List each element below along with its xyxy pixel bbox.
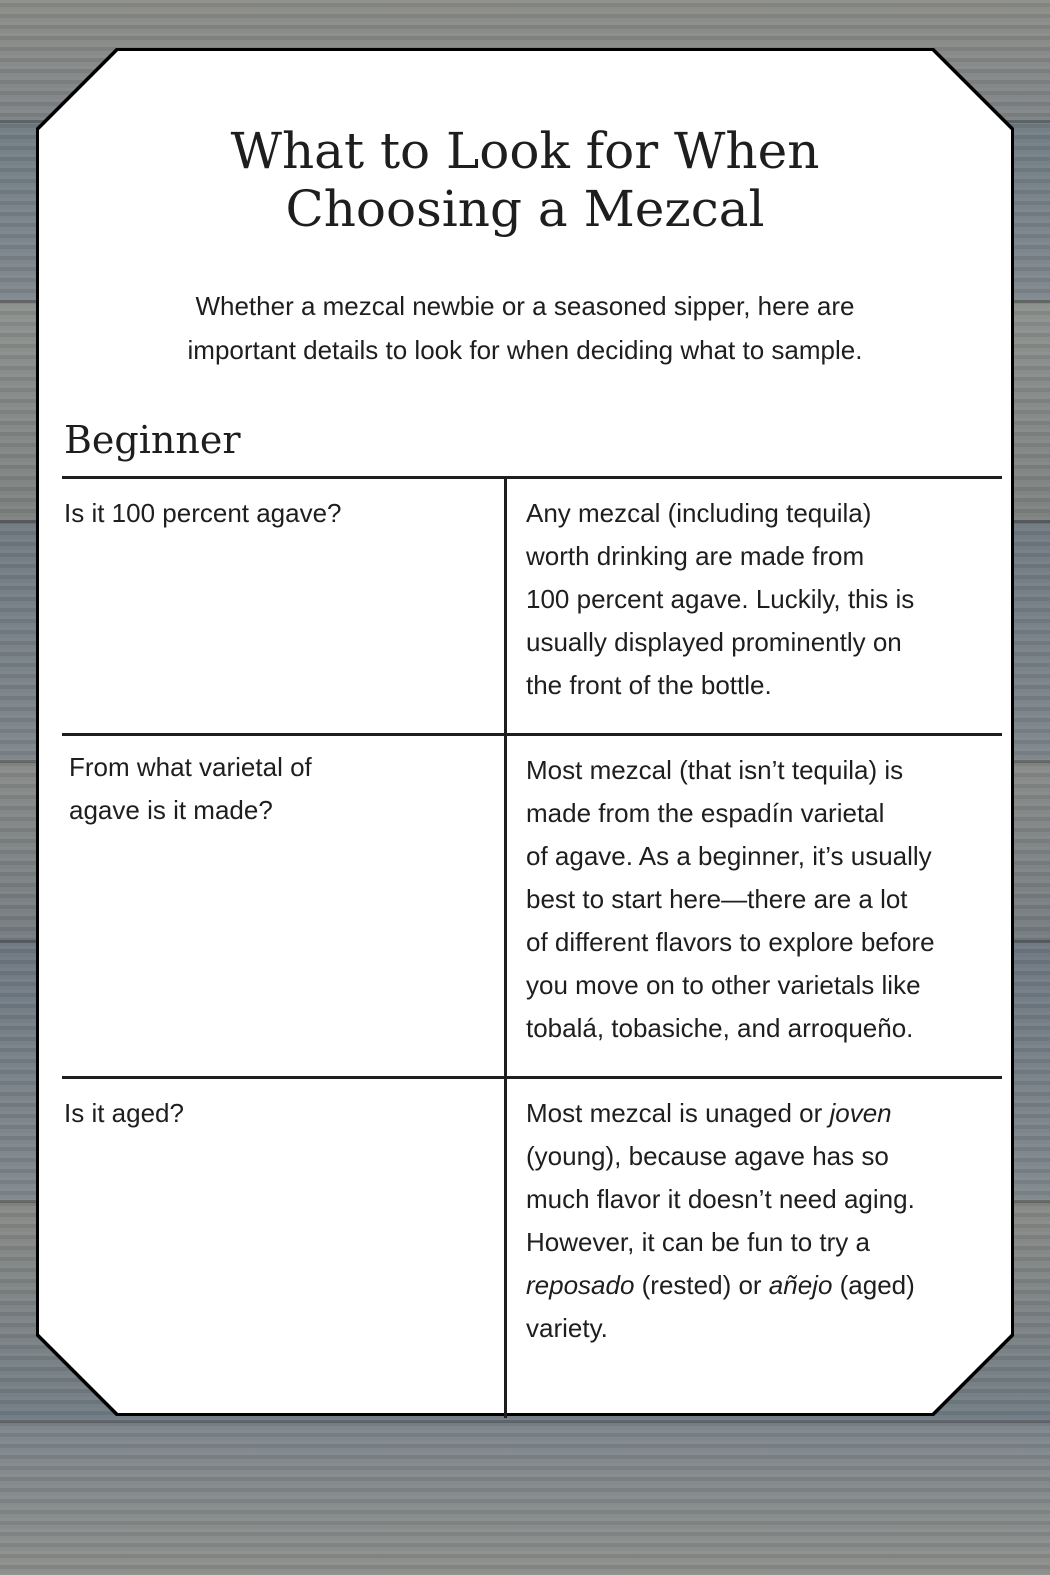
table-top-rule xyxy=(62,476,1002,479)
question-text: Is it 100 percent agave? xyxy=(64,498,342,528)
answer-line: worth drinking are made from xyxy=(526,541,865,571)
answer-line: (aged) xyxy=(832,1270,915,1300)
title-line-2: Choosing a Mezcal xyxy=(285,180,765,238)
answer-line: variety. xyxy=(526,1313,608,1343)
answer-line: Most mezcal is unaged or xyxy=(526,1098,830,1128)
answer-line: Any mezcal (including tequila) xyxy=(526,498,872,528)
section-heading: Beginner xyxy=(64,418,241,462)
question-cell xyxy=(64,1092,184,1135)
plank-seam xyxy=(0,1420,1050,1423)
answer-line: However, it can be fun to try a xyxy=(526,1227,870,1257)
question-cell xyxy=(64,492,342,535)
answer-line: made from the espadín varietal xyxy=(526,798,885,828)
answer-cell xyxy=(526,1092,1001,1350)
answer-term-joven: joven xyxy=(829,1098,892,1128)
answer-line: (young), because agave has so xyxy=(526,1141,889,1171)
title-line-1: What to Look for When xyxy=(230,122,820,180)
question-text: From what varietal of xyxy=(69,752,312,782)
answer-line: tobalá, tobasiche, and arroqueño. xyxy=(526,1013,914,1043)
answer-line: 100 percent agave. Luckily, this is xyxy=(526,584,915,614)
answer-line: (rested) or xyxy=(634,1270,769,1300)
answer-line: usually displayed prominently on xyxy=(526,627,902,657)
answer-cell xyxy=(526,492,1001,707)
intro-line-2: important details to look for when deciding what to sample. xyxy=(187,335,863,365)
answer-cell xyxy=(526,749,1001,1050)
question-text: Is it aged? xyxy=(64,1098,184,1128)
question-cell xyxy=(69,746,312,832)
question-text: agave is it made? xyxy=(69,795,273,825)
intro-text xyxy=(36,284,1014,372)
answer-term-reposado: reposado xyxy=(526,1270,635,1300)
answer-line: of agave. As a beginner, it’s usually xyxy=(526,841,932,871)
answer-line: best to start here—there are a lot xyxy=(526,884,908,914)
page-title xyxy=(36,122,1014,238)
answer-line: much flavor it doesn’t need aging. xyxy=(526,1184,915,1214)
answer-line: of different flavors to explore before xyxy=(526,927,935,957)
intro-line-1: Whether a mezcal newbie or a seasoned sipper, here are xyxy=(195,291,855,321)
row-divider xyxy=(62,1076,1002,1079)
row-divider xyxy=(62,733,1002,736)
answer-term-anejo: añejo xyxy=(768,1270,833,1300)
answer-line: you move on to other varietals like xyxy=(526,970,921,1000)
answer-line: the front of the bottle. xyxy=(526,670,772,700)
answer-line: Most mezcal (that isn’t tequila) is xyxy=(526,755,904,785)
column-divider xyxy=(504,476,507,1418)
